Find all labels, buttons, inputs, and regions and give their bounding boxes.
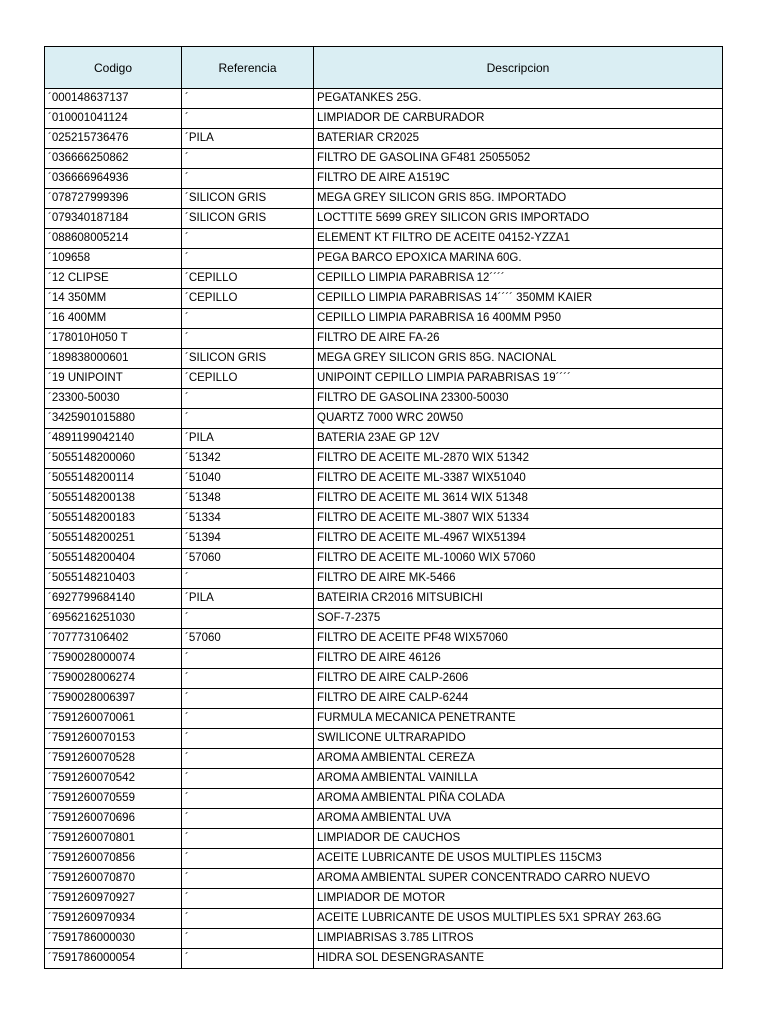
table-row <box>45 929 723 949</box>
codigo-cell[interactable]: ´7590028006274 <box>45 669 182 689</box>
codigo-cell[interactable]: ´7591260070528 <box>45 749 182 769</box>
table-row <box>45 589 723 609</box>
referencia-cell[interactable]: ´CEPILLO <box>182 369 314 389</box>
referencia-cell[interactable]: ´ <box>182 309 314 329</box>
codigo-cell[interactable]: ´707773106402 <box>45 629 182 649</box>
codigo-cell[interactable]: ´178010H050 T <box>45 329 182 349</box>
codigo-cell[interactable]: ´025215736476 <box>45 129 182 149</box>
referencia-cell[interactable]: ´ <box>182 709 314 729</box>
descripcion-cell[interactable]: ACEITE LUBRICANTE DE USOS MULTIPLES 115CM3 <box>314 849 723 869</box>
table-row <box>45 249 723 269</box>
codigo-cell[interactable]: ´5055148200183 <box>45 509 182 529</box>
codigo-cell[interactable]: ´12 CLIPSE <box>45 269 182 289</box>
codigo-cell[interactable]: ´7591260070870 <box>45 869 182 889</box>
referencia-cell[interactable]: ´PILA <box>182 589 314 609</box>
referencia-cell[interactable]: ´57060 <box>182 629 314 649</box>
referencia-cell[interactable]: ´ <box>182 889 314 909</box>
descripcion-cell[interactable]: BATEIRIA CR2016 MITSUBICHI <box>314 589 723 609</box>
codigo-cell[interactable]: ´036666250862 <box>45 149 182 169</box>
descripcion-cell[interactable]: FILTRO DE AIRE FA-26 <box>314 329 723 349</box>
table-row <box>45 229 723 249</box>
referencia-cell[interactable]: ´ <box>182 249 314 269</box>
header-descripcion[interactable]: Descripcion <box>314 47 723 89</box>
table-row <box>45 749 723 769</box>
descripcion-cell[interactable]: FILTRO DE ACEITE ML-4967 WIX51394 <box>314 529 723 549</box>
table-row <box>45 409 723 429</box>
codigo-cell[interactable]: ´3425901015880 <box>45 409 182 429</box>
codigo-cell[interactable]: ´5055148200114 <box>45 469 182 489</box>
codigo-cell[interactable]: ´5055148200404 <box>45 549 182 569</box>
codigo-cell[interactable]: ´7590028000074 <box>45 649 182 669</box>
descripcion-cell[interactable]: QUARTZ 7000 WRC 20W50 <box>314 409 723 429</box>
referencia-cell[interactable]: ´ <box>182 909 314 929</box>
referencia-cell[interactable]: ´51394 <box>182 529 314 549</box>
table-row <box>45 449 723 469</box>
descripcion-cell[interactable]: FILTRO DE GASOLINA GF481 25055052 <box>314 149 723 169</box>
descripcion-cell[interactable]: BATERIAR CR2025 <box>314 129 723 149</box>
descripcion-cell[interactable]: CEPILLO LIMPIA PARABRISA 12´´´´ <box>314 269 723 289</box>
table-row <box>45 469 723 489</box>
descripcion-cell[interactable]: AROMA AMBIENTAL VAINILLA <box>314 769 723 789</box>
table-row <box>45 789 723 809</box>
codigo-cell[interactable]: ´7591260070061 <box>45 709 182 729</box>
referencia-cell[interactable]: ´PILA <box>182 129 314 149</box>
referencia-cell[interactable]: ´SILICON GRIS <box>182 349 314 369</box>
table-row <box>45 389 723 409</box>
descripcion-cell[interactable]: FILTRO DE AIRE CALP-2606 <box>314 669 723 689</box>
referencia-cell[interactable]: ´ <box>182 89 314 109</box>
table-row <box>45 149 723 169</box>
table-body <box>45 89 723 969</box>
descripcion-cell[interactable]: LIMPIADOR DE CAUCHOS <box>314 829 723 849</box>
codigo-cell[interactable]: ´079340187184 <box>45 209 182 229</box>
referencia-cell[interactable]: ´CEPILLO <box>182 289 314 309</box>
table-row <box>45 849 723 869</box>
descripcion-cell[interactable]: FILTRO DE GASOLINA 23300-50030 <box>314 389 723 409</box>
table-row <box>45 429 723 449</box>
codigo-cell[interactable]: ´14 350MM <box>45 289 182 309</box>
descripcion-cell[interactable]: AROMA AMBIENTAL UVA <box>314 809 723 829</box>
table-row <box>45 269 723 289</box>
referencia-cell[interactable]: ´ <box>182 829 314 849</box>
referencia-cell[interactable]: ´51348 <box>182 489 314 509</box>
referencia-cell[interactable]: ´57060 <box>182 549 314 569</box>
table-row <box>45 309 723 329</box>
referencia-cell[interactable]: ´51334 <box>182 509 314 529</box>
descripcion-cell[interactable]: FILTRO DE AIRE A1519C <box>314 169 723 189</box>
table-row <box>45 129 723 149</box>
descripcion-cell[interactable]: UNIPOINT CEPILLO LIMPIA PARABRISAS 19´´´´ <box>314 369 723 389</box>
descripcion-cell[interactable]: ACEITE LUBRICANTE DE USOS MULTIPLES 5X1 SPRAY 263.6G <box>314 909 723 929</box>
codigo-cell[interactable]: ´7591786000054 <box>45 949 182 969</box>
table-row <box>45 889 723 909</box>
codigo-cell[interactable]: ´000148637137 <box>45 89 182 109</box>
referencia-cell[interactable]: ´51040 <box>182 469 314 489</box>
table-row <box>45 529 723 549</box>
codigo-cell[interactable]: ´6927799684140 <box>45 589 182 609</box>
descripcion-cell[interactable]: FILTRO DE ACEITE ML-3387 WIX51040 <box>314 469 723 489</box>
referencia-cell[interactable]: ´ <box>182 409 314 429</box>
referencia-cell[interactable]: ´ <box>182 809 314 829</box>
table-row <box>45 209 723 229</box>
descripcion-cell[interactable]: FILTRO DE AIRE 46126 <box>314 649 723 669</box>
referencia-cell[interactable]: ´51342 <box>182 449 314 469</box>
referencia-cell[interactable]: ´ <box>182 609 314 629</box>
table-row <box>45 89 723 109</box>
codigo-cell[interactable]: ´16 400MM <box>45 309 182 329</box>
referencia-cell[interactable]: ´ <box>182 729 314 749</box>
codigo-cell[interactable]: ´088608005214 <box>45 229 182 249</box>
descripcion-cell[interactable]: SWILICONE ULTRARAPIDO <box>314 729 723 749</box>
codigo-cell[interactable]: ´6956216251030 <box>45 609 182 629</box>
codigo-cell[interactable]: ´5055148200251 <box>45 529 182 549</box>
table-row <box>45 669 723 689</box>
table-row <box>45 609 723 629</box>
table-row <box>45 869 723 889</box>
referencia-cell[interactable]: ´ <box>182 389 314 409</box>
descripcion-cell[interactable]: LOCTTITE 5699 GREY SILICON GRIS IMPORTADO <box>314 209 723 229</box>
referencia-cell[interactable]: ´ <box>182 849 314 869</box>
table-row <box>45 489 723 509</box>
codigo-cell[interactable]: ´7591260070153 <box>45 729 182 749</box>
codigo-cell[interactable]: ´036666964936 <box>45 169 182 189</box>
codigo-cell[interactable]: ´7591260070696 <box>45 809 182 829</box>
table-row <box>45 349 723 369</box>
referencia-cell[interactable]: ´ <box>182 569 314 589</box>
descripcion-cell[interactable]: BATERIA 23AE GP 12V <box>314 429 723 449</box>
codigo-cell[interactable]: ´078727999396 <box>45 189 182 209</box>
descripcion-cell[interactable]: LIMPIADOR DE MOTOR <box>314 889 723 909</box>
descripcion-cell[interactable]: CEPILLO LIMPIA PARABRISA 16 400MM P950 <box>314 309 723 329</box>
codigo-cell[interactable]: ´7591260070559 <box>45 789 182 809</box>
referencia-cell[interactable]: ´CEPILLO <box>182 269 314 289</box>
descripcion-cell[interactable]: LIMPIADOR DE CARBURADOR <box>314 109 723 129</box>
codigo-cell[interactable]: ´189838000601 <box>45 349 182 369</box>
codigo-cell[interactable]: ´5055148200138 <box>45 489 182 509</box>
referencia-cell[interactable]: ´ <box>182 229 314 249</box>
table-row <box>45 709 723 729</box>
referencia-cell[interactable]: ´ <box>182 689 314 709</box>
descripcion-cell[interactable]: MEGA GREY SILICON GRIS 85G. NACIONAL <box>314 349 723 369</box>
descripcion-cell[interactable]: FILTRO DE ACEITE ML-3807 WIX 51334 <box>314 509 723 529</box>
descripcion-cell[interactable]: ELEMENT KT FILTRO DE ACEITE 04152-YZZA1 <box>314 229 723 249</box>
referencia-cell[interactable]: ´ <box>182 169 314 189</box>
referencia-cell[interactable]: ´ <box>182 649 314 669</box>
table-row <box>45 569 723 589</box>
codigo-cell[interactable]: ´109658 <box>45 249 182 269</box>
table-row <box>45 769 723 789</box>
referencia-cell[interactable]: ´ <box>182 329 314 349</box>
codigo-cell[interactable]: ´010001041124 <box>45 109 182 129</box>
referencia-cell[interactable]: ´PILA <box>182 429 314 449</box>
codigo-cell[interactable]: ´7591260970927 <box>45 889 182 909</box>
referencia-cell[interactable]: ´ <box>182 749 314 769</box>
codigo-cell[interactable]: ´19 UNIPOINT <box>45 369 182 389</box>
referencia-cell[interactable]: ´SILICON GRIS <box>182 209 314 229</box>
table-row <box>45 169 723 189</box>
referencia-cell[interactable]: ´ <box>182 149 314 169</box>
descripcion-cell[interactable]: HIDRA SOL DESENGRASANTE <box>314 949 723 969</box>
descripcion-cell[interactable]: FILTRO DE ACEITE ML-10060 WIX 57060 <box>314 549 723 569</box>
codigo-cell[interactable]: ´7591260070856 <box>45 849 182 869</box>
table-row <box>45 329 723 349</box>
descripcion-cell[interactable]: AROMA AMBIENTAL PIÑA COLADA <box>314 789 723 809</box>
referencia-cell[interactable]: ´ <box>182 789 314 809</box>
table-row <box>45 689 723 709</box>
codigo-cell[interactable]: ´7591786000030 <box>45 929 182 949</box>
descripcion-cell[interactable]: AROMA AMBIENTAL SUPER CONCENTRADO CARRO NUEVO <box>314 869 723 889</box>
descripcion-cell[interactable]: FILTRO DE ACEITE PF48 WIX57060 <box>314 629 723 649</box>
codigo-cell[interactable]: ´23300-50030 <box>45 389 182 409</box>
table-row <box>45 629 723 649</box>
descripcion-cell[interactable]: FILTRO DE ACEITE ML 3614 WIX 51348 <box>314 489 723 509</box>
referencia-cell[interactable]: ´ <box>182 929 314 949</box>
descripcion-cell[interactable]: FILTRO DE AIRE MK-5466 <box>314 569 723 589</box>
table-row <box>45 109 723 129</box>
table-row <box>45 509 723 529</box>
codigo-cell[interactable]: ´5055148210403 <box>45 569 182 589</box>
descripcion-cell[interactable]: SOF-7-2375 <box>314 609 723 629</box>
codigo-cell[interactable]: ´7591260970934 <box>45 909 182 929</box>
header-codigo[interactable]: Codigo <box>45 47 182 89</box>
table-row <box>45 809 723 829</box>
table-row <box>45 289 723 309</box>
descripcion-cell[interactable]: FILTRO DE AIRE CALP-6244 <box>314 689 723 709</box>
table-row <box>45 189 723 209</box>
codigo-cell[interactable]: ´7591260070801 <box>45 829 182 849</box>
table-row <box>45 729 723 749</box>
table-row <box>45 949 723 969</box>
header-row <box>45 47 723 89</box>
referencia-cell[interactable]: ´ <box>182 669 314 689</box>
codigo-cell[interactable]: ´5055148200060 <box>45 449 182 469</box>
table-row <box>45 369 723 389</box>
table-row <box>45 549 723 569</box>
descripcion-cell[interactable]: MEGA GREY SILICON GRIS 85G. IMPORTADO <box>314 189 723 209</box>
referencia-cell[interactable]: ´SILICON GRIS <box>182 189 314 209</box>
product-table <box>44 46 723 969</box>
table-row <box>45 909 723 929</box>
descripcion-cell[interactable]: FILTRO DE ACEITE ML-2870 WIX 51342 <box>314 449 723 469</box>
codigo-cell[interactable]: ´7590028006397 <box>45 689 182 709</box>
header-referencia[interactable]: Referencia <box>182 47 314 89</box>
table-row <box>45 829 723 849</box>
descripcion-cell[interactable]: LIMPIABRISAS 3.785 LITROS <box>314 929 723 949</box>
referencia-cell[interactable]: ´ <box>182 769 314 789</box>
descripcion-cell[interactable]: PEGA BARCO EPOXICA MARINA 60G. <box>314 249 723 269</box>
referencia-cell[interactable]: ´ <box>182 869 314 889</box>
table-row <box>45 649 723 669</box>
codigo-cell[interactable]: ´4891199042140 <box>45 429 182 449</box>
descripcion-cell[interactable]: CEPILLO LIMPIA PARABRISAS 14´´´´ 350MM KAIER <box>314 289 723 309</box>
referencia-cell[interactable]: ´ <box>182 949 314 969</box>
descripcion-cell[interactable]: FURMULA MECANICA PENETRANTE <box>314 709 723 729</box>
descripcion-cell[interactable]: PEGATANKES 25G. <box>314 89 723 109</box>
descripcion-cell[interactable]: AROMA AMBIENTAL CEREZA <box>314 749 723 769</box>
referencia-cell[interactable]: ´ <box>182 109 314 129</box>
codigo-cell[interactable]: ´7591260070542 <box>45 769 182 789</box>
